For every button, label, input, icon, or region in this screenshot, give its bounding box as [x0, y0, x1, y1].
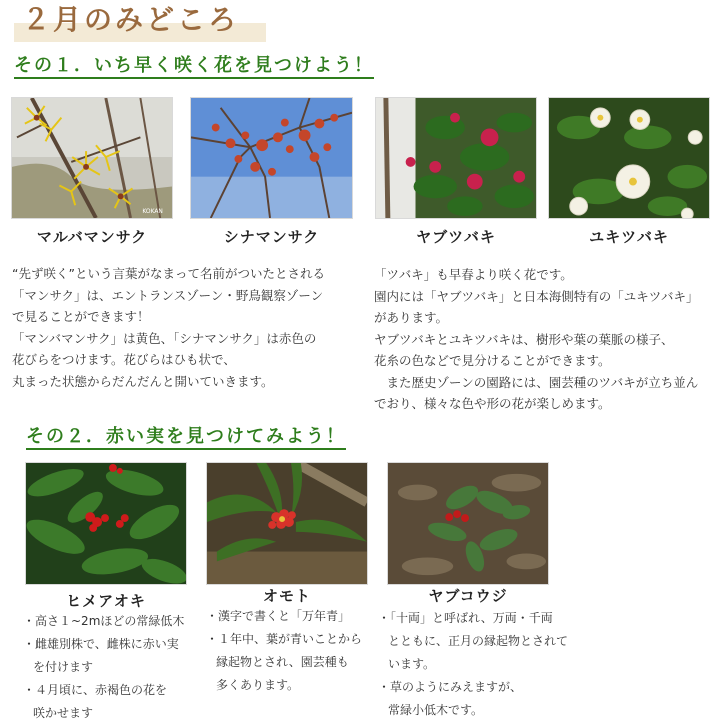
bullet-continuation: 常緑小低木です。 — [388, 703, 484, 717]
caption-omoto: オモト — [262, 587, 311, 605]
text-line: また歴史ゾーンの園路には、園芸種のツバキが立ち並ん — [374, 374, 699, 390]
text-line: 「マンサク」は、エントランスゾーン・野鳥観察ゾーン — [12, 287, 324, 303]
caption-marubamansaku: マルバマンサク — [36, 228, 148, 246]
tsubaki-description — [374, 264, 699, 415]
text-line: でおり、様々な色や形の花が楽しめます。 — [374, 396, 611, 411]
bullet-continuation: 縁起物とされ、園芸種も — [216, 655, 349, 669]
yabukouji-notes — [378, 607, 568, 721]
bullet-line: ・高さ１~2mほどの常緑低木 — [23, 614, 185, 628]
caption-yabutsubaki: ヤブツバキ — [416, 228, 496, 246]
text-line: で見ることができます！ — [12, 309, 150, 324]
mansaku-description — [12, 263, 325, 392]
photo-watermark: KOKAN — [142, 209, 163, 216]
bullet-line: ・４月頃に、赤褐色の花を — [23, 683, 168, 697]
caption-shinamansaku: シナマンサク — [223, 228, 320, 246]
section1-heading: その１．いち早く咲く花を見つけよう！ — [14, 55, 374, 79]
bullet-line: ・１年中、葉が青いことから — [206, 632, 363, 646]
omoto-photo — [206, 462, 368, 585]
camellia-red-photo — [375, 97, 537, 219]
caption-yukitsubaki: ユキツバキ — [589, 228, 669, 246]
bullet-line: ・草のようにみえますが、 — [378, 680, 523, 694]
himeaoki-photo — [25, 462, 187, 585]
text-line: 花びらをつけます。花びらはひも状で、 — [12, 352, 236, 367]
bullet-continuation: 多くあります。 — [216, 678, 300, 692]
bullet-line: ・漢字で書くと「万年青」 — [206, 609, 351, 623]
page-title: ２月のみどころ — [14, 2, 266, 42]
omoto-notes — [206, 605, 362, 697]
caption-himeaoki: ヒメアオキ — [66, 592, 146, 610]
text-line: 「ツバキ」も早春より咲く花です。 — [374, 267, 573, 282]
text-line: ヤブツバキとユキツバキは、樹形や葉の葉脈の様子、 — [374, 331, 674, 347]
text-line: 丸まった状態からだんだんと開いていきます。 — [12, 373, 274, 389]
witch-hazel-red-photo — [190, 97, 353, 219]
text-line: 「マンバマンサク」は黄色、「シナマンサク」は赤色の — [12, 330, 317, 346]
caption-yabukouji: ヤブコウジ — [428, 587, 508, 605]
section2-heading: その２．赤い実を見つけてみよう！ — [26, 426, 346, 450]
bullet-line: ・「十両」と呼ばれ、万両・千両 — [378, 611, 553, 625]
bullet-continuation: います。 — [388, 657, 436, 671]
bullet-continuation: を付けます — [33, 660, 94, 674]
bullet-continuation: 咲かせます — [33, 706, 94, 720]
text-line: 花糸の色などで見分けることができます。 — [374, 353, 611, 368]
text-line: 園内には「ヤブツバキ」と日本海側特有の「ユキツバキ」 — [374, 288, 699, 304]
camellia-white-photo — [548, 97, 710, 219]
text-line: があります。 — [374, 310, 449, 325]
bullet-continuation: とともに、正月の縁起物とされて — [388, 634, 569, 648]
text-line: “先ず咲く”という言葉がなまって名前がついたとされる — [12, 266, 325, 281]
yabukouji-photo — [387, 462, 549, 585]
himeaoki-notes — [23, 610, 184, 721]
witch-hazel-yellow-photo — [11, 97, 173, 219]
bullet-line: ・雌雄別株で、雌株に赤い実 — [23, 637, 179, 651]
